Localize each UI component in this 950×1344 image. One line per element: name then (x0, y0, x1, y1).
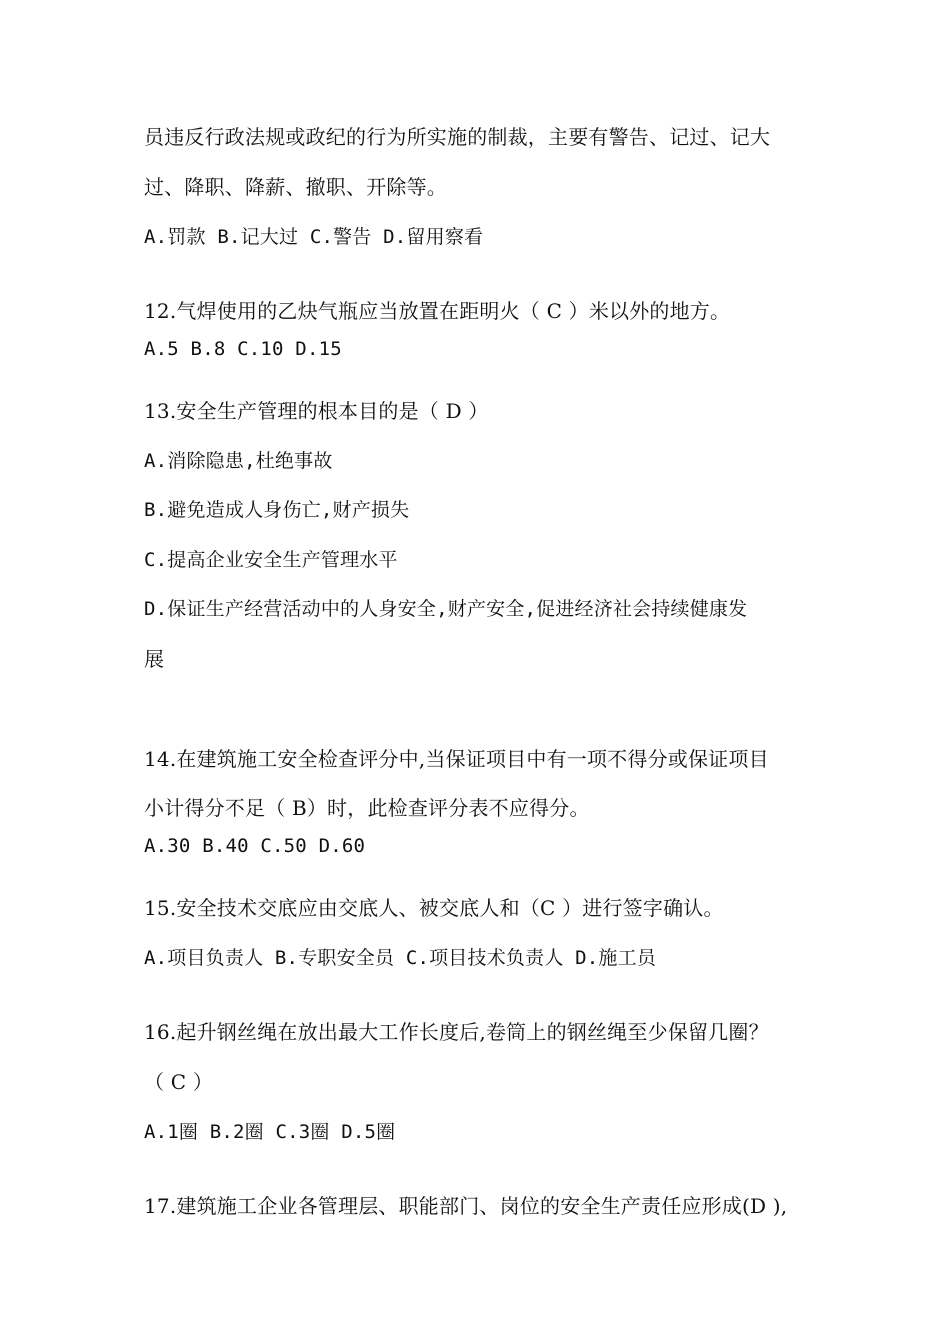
question-15: 15.安全技术交底应由交底人、被交底人和（C ）进行签字确认。 (144, 896, 724, 920)
text-line: 过、降职、降薪、撤职、开除等。 (144, 175, 447, 199)
question-13: 13.安全生产管理的根本目的是（ D ） (144, 399, 489, 423)
answer-option-c: C.提高企业安全生产管理水平 (144, 549, 398, 571)
text-line: 小计得分不足（ B）时，此检查评分表不应得分。 (144, 796, 590, 820)
question-14: 14.在建筑施工安全检查评分中,当保证项目中有一项不得分或保证项目 (144, 747, 769, 771)
answer-options: A.项目负责人 B.专职安全员 C.项目技术负责人 D.施工员 (144, 947, 657, 969)
question-17: 17.建筑施工企业各管理层、职能部门、岗位的安全生产责任应形成(D ), (144, 1194, 788, 1218)
question-16: 16.起升钢丝绳在放出最大工作长度后,卷筒上的钢丝绳至少保留几圈？ (144, 1020, 769, 1044)
answer-option-a: A.消除隐患,杜绝事故 (144, 450, 333, 472)
text-line: （ C ） (144, 1070, 214, 1094)
text-line: 展 (144, 647, 165, 671)
answer-options: A.罚款 B.记大过 C.警告 D.留用察看 (144, 226, 484, 248)
text-line: 员违反行政法规或政纪的行为所实施的制裁，主要有警告、记过、记大 (144, 125, 771, 149)
answer-options: A.30 B.40 C.50 D.60 (144, 835, 366, 857)
question-12: 12.气焊使用的乙炔气瓶应当放置在距明火（ C ）米以外的地方。 (144, 299, 731, 323)
answer-option-d: D.保证生产经营活动中的人身安全,财产安全,促进经济社会持续健康发 (144, 598, 748, 620)
answer-option-b: B.避免造成人身伤亡,财产损失 (144, 499, 410, 521)
answer-options: A.5 B.8 C.10 D.15 (144, 338, 342, 360)
answer-options: A.1圈 B.2圈 C.3圈 D.5圈 (144, 1121, 396, 1143)
